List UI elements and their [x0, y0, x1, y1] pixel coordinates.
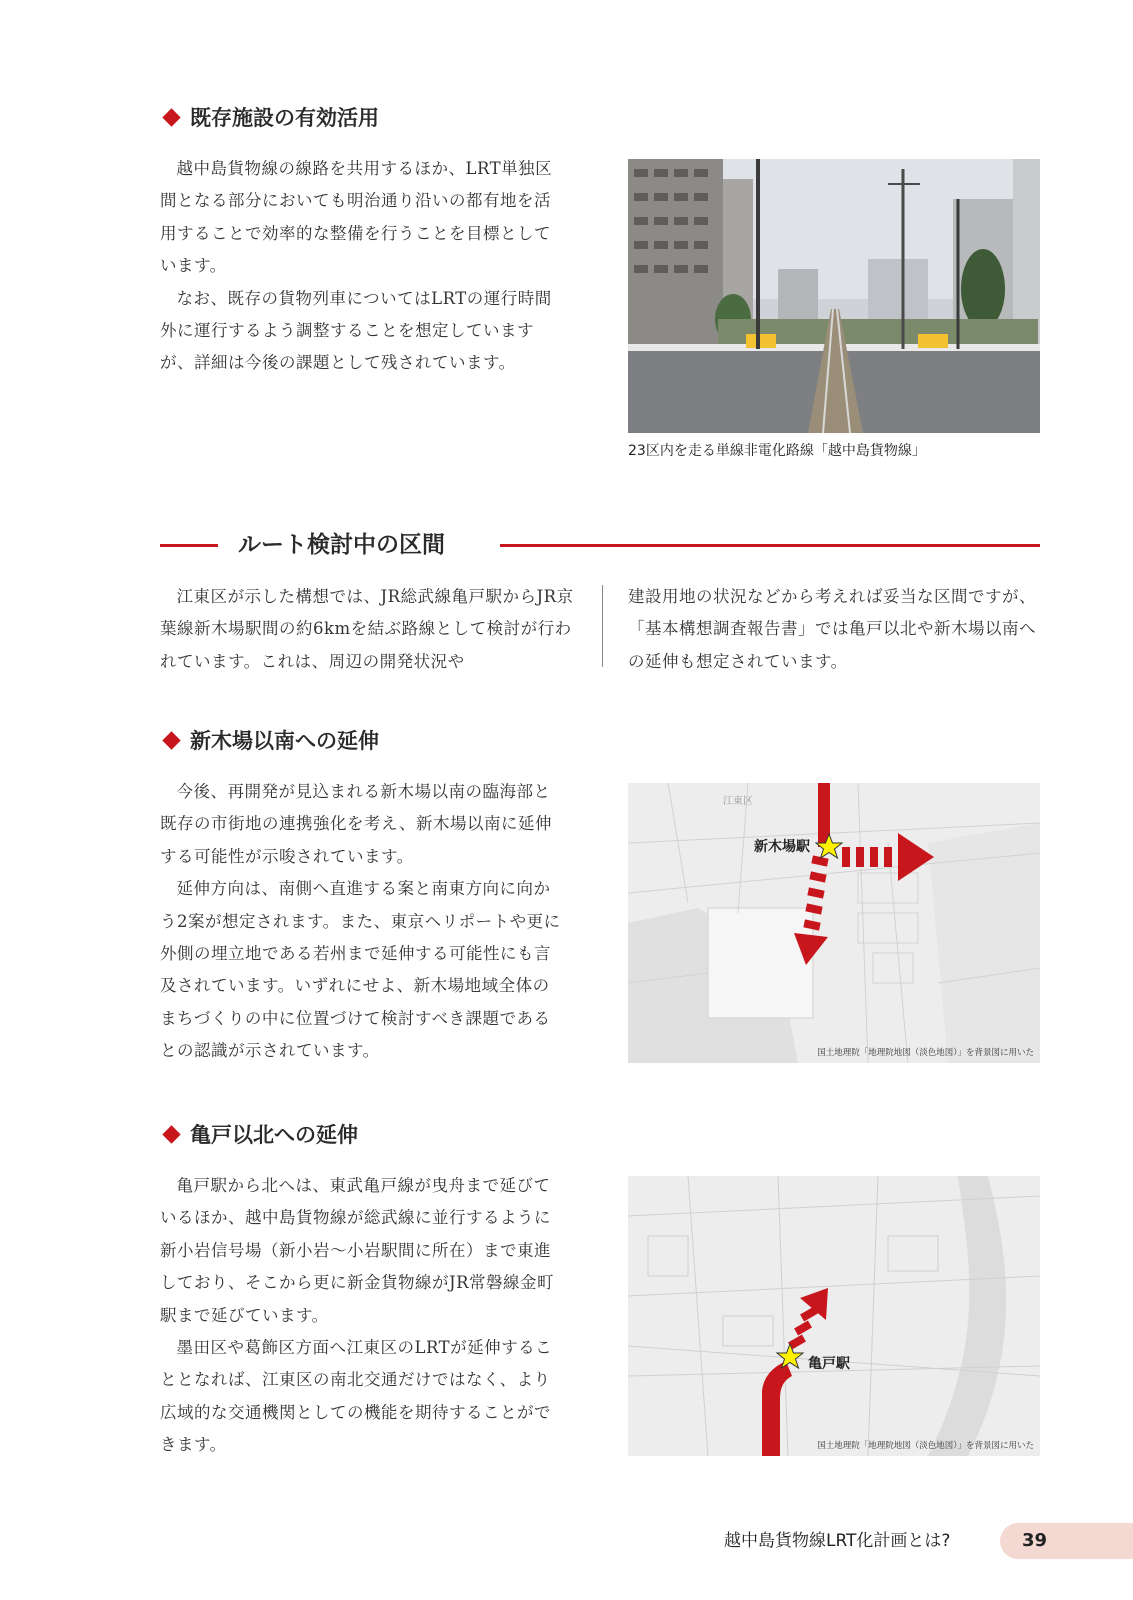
title-rule: [160, 544, 218, 547]
route-right-column: [628, 581, 1040, 678]
map-credit: 国土地理院「地理院地図（淡色地図）」を背景図に用いた: [817, 1441, 1034, 1451]
map-credit: 国土地理院「地理院地図（淡色地図）」を背景図に用いた: [817, 1048, 1034, 1058]
diamond-bullet-icon: [162, 108, 180, 126]
footer-title: 越中島貨物線LRT化計画とは?: [724, 1531, 951, 1551]
section-title-text: ルート検討中の区間: [238, 532, 445, 558]
map-area-label: 江東区: [723, 796, 753, 807]
column-divider: [602, 585, 603, 667]
map-shinkiba-graphic: [628, 783, 1040, 1063]
diamond-bullet-icon: [162, 731, 180, 749]
page-number: 39: [1022, 1530, 1048, 1551]
paragraph: 亀戸駅から北へは、東武亀戸線が曳舟まで延びているほか、越中島貨物線が総武線に並行するように新小岩信号場（新小岩〜小岩駅間に所在）まで東進しており、そこから更に新金貨物線がJR常磐線金町駅まで延びています。: [160, 1176, 555, 1325]
route-left-column: [160, 581, 576, 678]
title-rule: [500, 544, 1040, 547]
diamond-bullet-icon: [162, 1125, 180, 1143]
photo-caption: 23区内を走る単線非電化路線「越中島貨物線」: [628, 443, 926, 459]
station-label-kameido: 亀戸駅: [808, 1356, 850, 1372]
railway-photo-illustration: [628, 159, 1040, 433]
map-kameido-graphic: [628, 1176, 1040, 1456]
section-heading-shinkiba: 新木場以南への延伸: [160, 726, 379, 756]
paragraph: 延伸方向は、南側へ直進する案と南東方向に向かう2案が想定されます。また、東京ヘリポートや更に外側の埋立地である若州まで延伸する可能性にも言及されています。いずれにせよ、新木場地域全体のまちづくりの中に位置づけて検討すべき課題であるとの認識が示されています。: [160, 879, 561, 1061]
paragraph: 今後、再開発が見込まれる新木場以南の臨海部と既存の市街地の連携強化を考え、新木場以南に延伸する可能性が示唆されています。: [160, 782, 552, 866]
paragraph: 建設用地の状況などから考えれば妥当な区間ですが、「基本構想調査報告書」では亀戸以北や新木場以南への延伸も想定されています。: [628, 587, 1036, 671]
station-label-shinkiba: 新木場駅: [754, 839, 810, 855]
section-title-route: [160, 528, 1040, 564]
map-shinkiba: [628, 783, 1040, 1063]
paragraph: 越中島貨物線の線路を共用するほか、LRT単独区間となる部分においても明治通り沿いの都有地を活用することで効率的な整備を行うことを目標としています。: [160, 159, 553, 276]
body-kameido: [160, 1170, 562, 1462]
paragraph: 墨田区や葛飾区方面へ江東区のLRTが延伸することとなれば、江東区の南北交通だけではなく、より広域的な交通機関としての機能を期待することができます。: [160, 1338, 553, 1455]
map-kameido: [628, 1176, 1040, 1456]
section-heading-existing-facilities: 既存施設の有効活用: [160, 103, 379, 133]
paragraph: 江東区が示した構想では、JR総武線亀戸駅からJR京葉線新木場駅間の約6kmを結ぶ路線として検討が行われています。これは、周辺の開発状況や: [160, 587, 574, 671]
paragraph: なお、既存の貨物列車についてはLRTの運行時間外に運行するよう調整することを想定していますが、詳細は今後の課題として残されています。: [160, 288, 552, 373]
page-number-tab: [1000, 1523, 1133, 1559]
railway-photo: [628, 159, 1040, 433]
section-heading-kameido: 亀戸以北への延伸: [160, 1120, 358, 1150]
body-existing-facilities: [160, 153, 562, 380]
body-shinkiba: [160, 776, 562, 1068]
